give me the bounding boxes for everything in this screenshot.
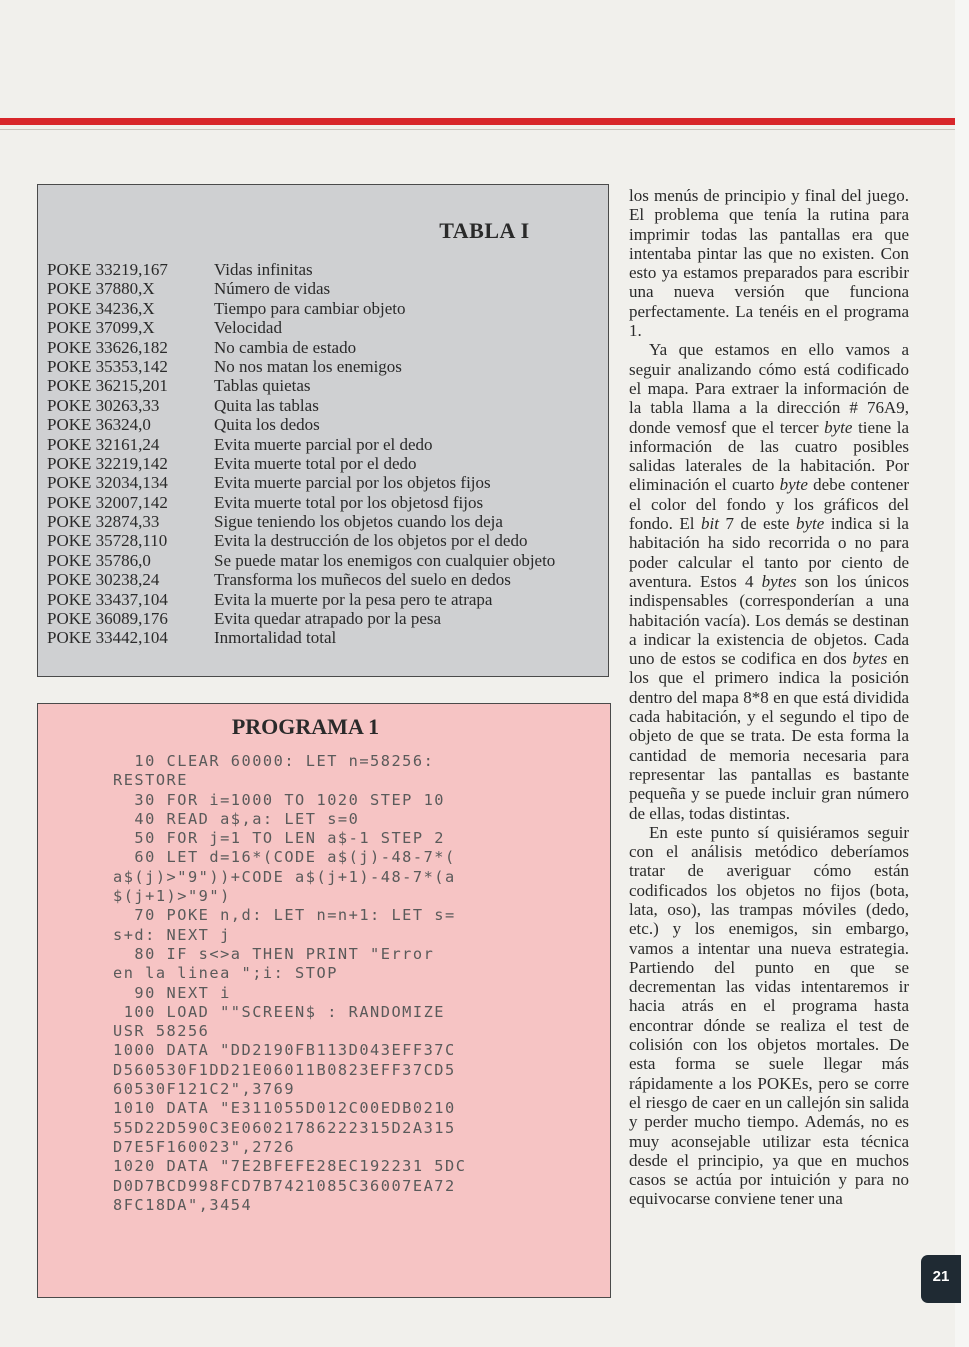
tabla-row bbox=[47, 299, 607, 318]
poke-command: POKE 35786,0 bbox=[47, 550, 151, 570]
poke-command: POKE 32874,33 bbox=[47, 512, 160, 532]
poke-command: POKE 32219,142 bbox=[47, 453, 168, 473]
poke-description: Evita muerte total por el dedo bbox=[214, 453, 417, 473]
tabla-row bbox=[47, 454, 607, 473]
poke-description: Sigue teniendo los objetos cuando los deja bbox=[214, 512, 503, 532]
poke-description: Inmortalidad total bbox=[214, 628, 337, 648]
poke-command: POKE 36324,0 bbox=[47, 415, 151, 435]
tabla-row bbox=[47, 415, 607, 434]
poke-description: Tablas quietas bbox=[214, 376, 311, 396]
poke-command: POKE 34236,X bbox=[47, 298, 155, 318]
poke-command: POKE 33626,182 bbox=[47, 337, 168, 357]
code-line: 1010 DATA "E311055D012C00EDB0210 bbox=[113, 1099, 456, 1118]
paragraph-2: Ya que estamos en ello vamos a seguir analizando cómo está codificado el mapa. Para extraer la información de la tabla llama a la dirección # 76A9, donde vemosf que el tercer byte tiene la información de las cuatro posibles salidas laterales de la habitación. Por eliminación el cuarto byte debe contener el color del fondo y los gráficos del fondo. El bit 7 de este byte indica si la habitación ha sido recorrida o no para poder calcular el tanto por ciento de aventura. Estos 4 bytes son los únicos indispensables (corresponderían a una habitación vacía). Los demás se destinan a indicar la existencia de objetos. Cada uno de estos se codifica en dos bytes en los que el primero indica la posición dentro del mapa 8*8 en que está dividida cada habitación, y el segundo el tipo de objeto de que se trata. De esta forma la cantidad de memoria necesaria para representar las pantallas es bastante pequeña y se puede incluir gran número de ellas, todas distintas. bbox=[629, 340, 910, 823]
tabla-row bbox=[47, 357, 607, 376]
poke-command: POKE 30263,33 bbox=[47, 395, 160, 415]
poke-description: Evita muerte parcial por el dedo bbox=[214, 434, 433, 454]
tabla-row bbox=[47, 512, 607, 531]
code-line: 30 FOR i=1000 TO 1020 STEP 10 bbox=[113, 790, 445, 809]
code-line: en la linea ";i: STOP bbox=[113, 964, 338, 983]
poke-command: POKE 37880,X bbox=[47, 279, 155, 299]
tabla-row bbox=[47, 279, 607, 298]
poke-description: Vidas infinitas bbox=[214, 260, 313, 279]
poke-description: Quita las tablas bbox=[214, 395, 319, 415]
code-line: 80 IF s<>a THEN PRINT "Error bbox=[113, 944, 435, 963]
tabla-row bbox=[47, 570, 607, 589]
code-line: s+d: NEXT j bbox=[113, 925, 231, 944]
poke-description: Velocidad bbox=[214, 318, 282, 338]
poke-command: POKE 32007,142 bbox=[47, 492, 168, 512]
poke-command: POKE 36215,201 bbox=[47, 376, 168, 396]
code-line: 90 NEXT i bbox=[113, 983, 231, 1002]
tabla-row bbox=[47, 628, 607, 647]
poke-command: POKE 30238,24 bbox=[47, 570, 160, 590]
programa-code bbox=[113, 752, 533, 1215]
code-line: D7E5F160023",2726 bbox=[113, 1137, 296, 1156]
poke-command: POKE 35353,142 bbox=[47, 356, 168, 376]
poke-command: POKE 32161,24 bbox=[47, 434, 160, 454]
code-line: 1020 DATA "7E2BFEFE28EC192231 5DC bbox=[113, 1157, 467, 1176]
tabla-row bbox=[47, 318, 607, 337]
page-number: 21 bbox=[932, 1268, 950, 1285]
code-line: 100 LOAD ""SCREEN$ : RANDOMIZE bbox=[113, 1002, 445, 1021]
poke-description: Evita muerte total por los objetosd fijos bbox=[214, 492, 484, 512]
tabla-row bbox=[47, 609, 607, 628]
poke-description: Evita la muerte por la pesa pero te atrapa bbox=[214, 589, 493, 609]
paragraph-3: En este punto sí quisiéramos seguir con el análisis metódico deberíamos tratar de averiguar cómo están codificados los objetos no fijos (bota, lata, oso), las trampas móviles (dedo, etc.) y los enemigos, sin embargo, vamos a intentar una nueva estrategia. Partiendo del punto en que se decrementan las vidas intentaremos ir hacia atrás en el programa hasta encontrar dónde se realiza el test de colisión con los objetos mortales. De esta forma se suele llegar más rápidamente a los POKEs, pero se corre el riesgo de caer en un callejón sin salida y perder mucho tiempo. Además, no es muy aconsejable utilizar esta técnica desde el principio, ya que en muchos casos se actúa por intuición y para no equivocarse conviene tener una bbox=[629, 822, 909, 1209]
header-red-rule bbox=[0, 118, 969, 125]
code-line: 8FC18DA",3454 bbox=[113, 1195, 253, 1214]
tabla-row bbox=[47, 531, 607, 550]
poke-description: Número de vidas bbox=[214, 279, 331, 299]
poke-command: POKE 33442,104 bbox=[47, 628, 168, 648]
header-divider bbox=[0, 129, 969, 130]
poke-description: Transforma los muñecos del suelo en dedos bbox=[214, 570, 511, 590]
code-line: a$(j)>"9"))+CODE a$(j+1)-48-7*(a bbox=[113, 867, 456, 886]
poke-command: POKE 32034,134 bbox=[47, 473, 168, 493]
code-line: 10 CLEAR 60000: LET n=58256: bbox=[113, 752, 435, 770]
page-edge bbox=[955, 0, 969, 1347]
poke-description: No nos matan los enemigos bbox=[214, 356, 402, 376]
code-line: 50 FOR j=1 TO LEN a$-1 STEP 2 bbox=[113, 829, 445, 848]
code-line: 60530F121C2",3769 bbox=[113, 1080, 296, 1099]
poke-description: Evita la destrucción de los objetos por el dedo bbox=[214, 531, 528, 551]
tabla-row bbox=[47, 551, 607, 570]
code-line: 40 READ a$,a: LET s=0 bbox=[113, 809, 360, 828]
tabla-row bbox=[47, 396, 607, 415]
tabla-rows bbox=[47, 260, 607, 648]
poke-description: Se puede matar los enemigos con cualquier objeto bbox=[214, 550, 556, 570]
poke-command: POKE 33219,167 bbox=[47, 260, 168, 279]
code-line: 70 POKE n,d: LET n=n+1: LET s= bbox=[113, 906, 456, 925]
code-line: 60 LET d=16*(CODE a$(j)-48-7*( bbox=[113, 848, 456, 867]
poke-command: POKE 36089,176 bbox=[47, 609, 168, 629]
tabla-row bbox=[47, 473, 607, 492]
poke-command: POKE 35728,110 bbox=[47, 531, 168, 551]
tabla-row bbox=[47, 338, 607, 357]
tabla-title: TABLA I bbox=[439, 218, 530, 243]
poke-command: POKE 33437,104 bbox=[47, 589, 168, 609]
code-line: 55D22D590C3E06021786222315D2A315 bbox=[113, 1118, 456, 1137]
poke-description: Tiempo para cambiar objeto bbox=[214, 298, 406, 318]
paragraph-1: los menús de principio y final del juego. El problema que tenía la rutina para imprimir todas las pantallas era que intentaba pintar las que no existen. Con esto ya estamos preparados para escribir una nueva versión que funciona perfectamente. La tenéis en el programa 1. bbox=[629, 186, 909, 341]
poke-description: Evita muerte parcial por los objetos fijos bbox=[214, 473, 491, 493]
tabla-row bbox=[47, 376, 607, 395]
poke-description: Evita quedar atrapado por la pesa bbox=[214, 609, 442, 629]
code-line: RESTORE bbox=[113, 771, 188, 790]
programa-title: PROGRAMA 1 bbox=[231, 714, 380, 739]
code-line: USR 58256 bbox=[113, 1022, 210, 1041]
code-line: 1000 DATA "DD2190FB113D043EFF37C bbox=[113, 1041, 456, 1060]
code-line: D560530F1DD21E06011B0823EFF37CD5 bbox=[113, 1060, 456, 1079]
code-line: $(j+1)>"9") bbox=[113, 887, 231, 906]
poke-command: POKE 37099,X bbox=[47, 318, 155, 338]
code-line: D0D7BCD998FCD7B7421085C36007EA72 bbox=[113, 1176, 456, 1195]
tabla-row bbox=[47, 493, 607, 512]
article-column bbox=[629, 186, 909, 1209]
poke-description: No cambia de estado bbox=[214, 337, 357, 357]
poke-description: Quita los dedos bbox=[214, 415, 320, 435]
tabla-row bbox=[47, 260, 607, 279]
tabla-row bbox=[47, 435, 607, 454]
tabla-row bbox=[47, 590, 607, 609]
